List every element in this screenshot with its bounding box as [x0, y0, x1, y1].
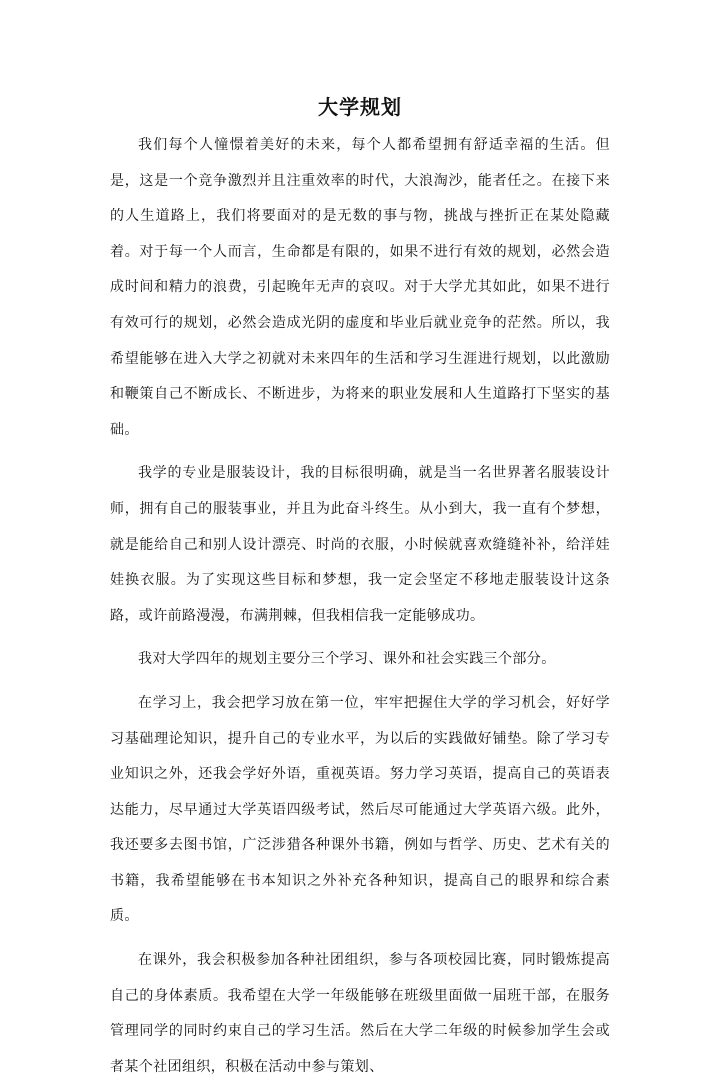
paragraph-extracurricular: 在课外，我会积极参加各种社团组织，参与各项校园比赛，同时锻炼提高自己的身体素质。我希望在大学一年级能够在班级里面做一届班干部，在服务管理同学的同时约束自己的学习生活。然后在大学二年级的时候参加学生会或者某个社团组织，积极在活动中参与策划、	[110, 952, 610, 1075]
paragraph-plan-overview: 我对大学四年的规划主要分三个学习、课外和社会实践三个部分。	[138, 651, 556, 668]
paragraph-study: 在学习上，我会把学习放在第一位，牢牢把握住大学的学习机会，好好学习基础理论知识，提升自己的专业水平，为以后的实践做好铺垫。除了学习专业知识之外，还我会学好外语，重视英语。努力学习英语，提高自己的英语表达能力，尽早通过大学英语四级考试，然后尽可能通过大学英语六级。此外，我还要多去图书馆，广泛涉猎各种课外书籍，例如与哲学、历史、艺术有关的书籍，我希望能够在书本知识之外补充各种知识，提高自己的眼界和综合素质。	[110, 694, 610, 925]
paragraph-intro: 我们每个人憧憬着美好的未来，每个人都希望拥有舒适幸福的生活。但是，这是一个竞争激烈并且注重效率的时代，大浪淘沙，能者任之。在接下来的人生道路上，我们将要面对的是无数的事与物，挑战与挫折正在某处隐藏着。对于每一个人而言，生命都是有限的，如果不进行有效的规划，必然会造成时间和精力的浪费，引起晚年无声的哀叹。对于大学尤其如此，如果不进行有效可行的规划，必然会造成光阴的虚度和毕业后就业竞争的茫然。所以，我希望能够在进入大学之初就对未来四年的生活和学习生涯进行规划，以此激励和鞭策自己不断成长、不断进步，为将来的职业发展和人生道路打下坚实的基础。	[110, 137, 610, 438]
document-body	[110, 128, 610, 1075]
paragraph-major: 我学的专业是服装设计，我的目标很明确，就是当一名世界著名服装设计师，拥有自己的服装事业，并且为此奋斗终生。从小到大，我一直有个梦想，就是能给自己和别人设计漂亮、时尚的衣服，小时候就喜欢缝缝补补，给洋娃娃换衣服。为了实现这些目标和梦想，我一定会坚定不移地走服装设计这条路，或许前路漫漫，布满荆棘，但我相信我一定能够成功。	[110, 465, 610, 624]
document-title: 大学规划	[318, 95, 402, 119]
